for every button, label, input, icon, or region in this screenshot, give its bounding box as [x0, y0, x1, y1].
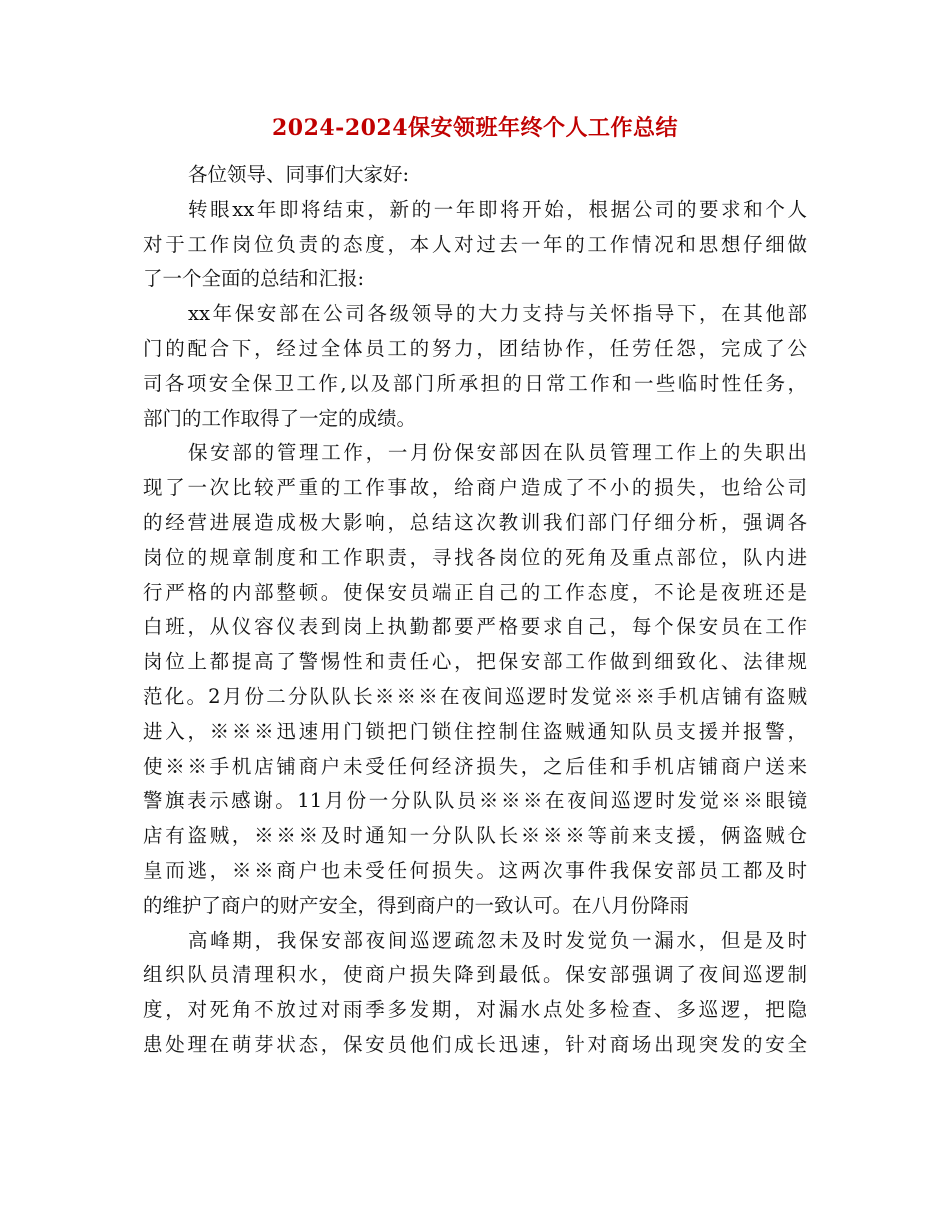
body-line: 了一个全面的总结和汇报:	[143, 267, 365, 291]
body-line: 的经营进展造成极大影响，总结这次教训我们部门仔细分析，强调各	[143, 510, 807, 534]
document-body	[143, 158, 807, 1063]
body-line: 司各项安全保卫工作,以及部门所承担的日常工作和一些临时性任务，	[143, 371, 807, 395]
body-line: 白班，从仪容仪表到岗上执勤都要严格要求自己，每个保安员在工作	[143, 615, 807, 639]
body-line: 警旗表示感谢。11月份一分队队员※※※在夜间巡逻时发觉※※眼镜	[143, 789, 807, 813]
body-line: 组织队员清理积水，使商户损失降到最低。保安部强调了夜间巡逻制	[143, 963, 807, 987]
body-line: 高峰期，我保安部夜间巡逻疏忽未及时发觉负一漏水，但是及时	[188, 928, 807, 952]
body-line: 行严格的内部整顿。使保安员端正自己的工作态度，不论是夜班还是	[143, 580, 807, 604]
body-line: 各位领导、同事们大家好:	[188, 163, 410, 186]
body-line: 转眼xx年即将结束，新的一年即将开始，根据公司的要求和个人	[188, 197, 807, 221]
body-line: 的维护了商户的财产安全，得到商户的一致认可。在八月份降雨	[143, 893, 690, 917]
body-line: 保安部的管理工作，一月份保安部因在队员管理工作上的失职出	[188, 441, 807, 465]
body-line: 门的配合下，经过全体员工的努力，团结协作，任劳任怨，完成了公	[143, 336, 807, 360]
body-line: 岗位的规章制度和工作职责，寻找各岗位的死角及重点部位，队内进	[143, 545, 807, 569]
body-line: 对于工作岗位负责的态度，本人对过去一年的工作情况和思想仔细做	[143, 232, 807, 256]
body-line: 使※※手机店铺商户未受任何经济损失，之后佳和手机店铺商户送来	[143, 754, 807, 778]
body-line: 岗位上都提高了警惕性和责任心，把保安部工作做到细致化、法律规	[143, 650, 807, 674]
document-title: 2024-2024保安领班年终个人工作总结	[271, 115, 679, 141]
body-line: 范化。2月份二分队队长※※※在夜间巡逻时发觉※※手机店铺有盗贼	[143, 684, 807, 708]
body-line: 患处理在萌芽状态，保安员他们成长迅速，针对商场出现突发的安全	[143, 1032, 807, 1056]
body-line: 现了一次比较严重的工作事故，给商户造成了不小的损失，也给公司	[143, 476, 807, 500]
body-line: 皇而逃，※※商户也未受任何损失。这两次事件我保安部员工都及时	[143, 858, 807, 882]
body-line: 度，对死角不放过对雨季多发期，对漏水点处多检查、多巡逻，把隐	[143, 998, 807, 1022]
body-line: xx年保安部在公司各级领导的大力支持与关怀指导下，在其他部	[188, 302, 807, 326]
body-line: 进入，※※※迅速用门锁把门锁住控制住盗贼通知队员支援并报警，	[143, 719, 807, 743]
body-line: 店有盗贼，※※※及时通知一分队队长※※※等前来支援，俩盗贼仓	[143, 824, 807, 848]
body-line: 部门的工作取得了一定的成绩。	[143, 406, 417, 430]
